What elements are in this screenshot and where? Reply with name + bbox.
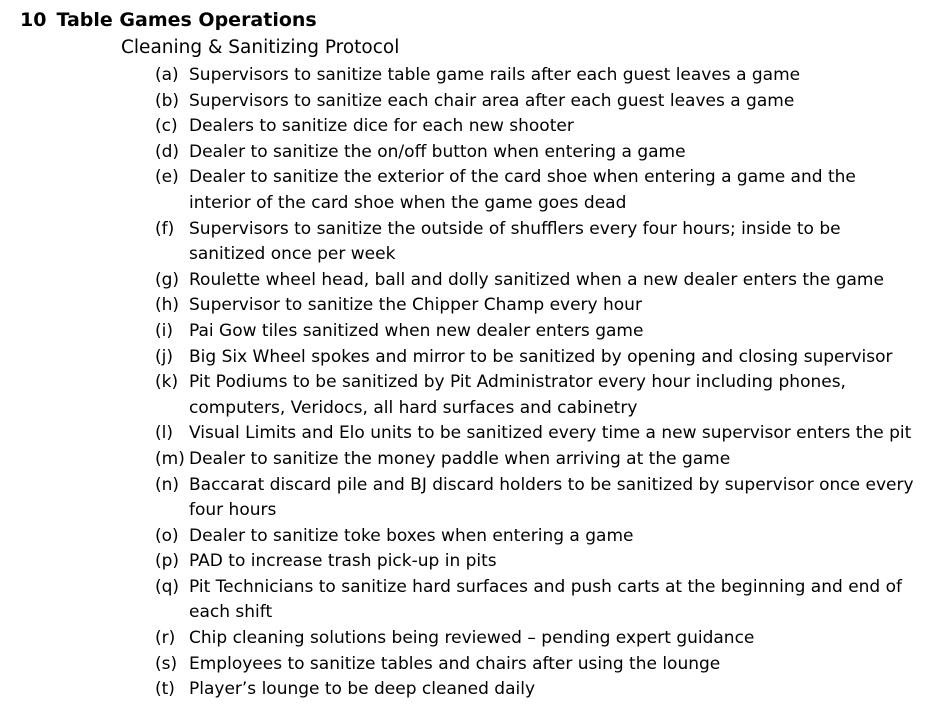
list-item-text: Pit Technicians to sanitize hard surfaces and push carts at the beginning and end of each shift xyxy=(189,576,903,623)
list-item xyxy=(155,268,935,294)
list-item xyxy=(155,319,935,345)
list-item-text: Employees to sanitize tables and chairs after using the lounge xyxy=(189,653,721,674)
list-item xyxy=(155,524,935,550)
list-item xyxy=(155,677,935,703)
list-item-marker: (h) xyxy=(155,295,180,316)
list-item-marker: (f) xyxy=(155,218,175,239)
list-item-text: Supervisors to sanitize each chair area after each guest leaves a game xyxy=(189,90,795,111)
list-item-marker: (r) xyxy=(155,628,176,649)
list-item xyxy=(155,421,935,447)
list-item xyxy=(155,293,935,319)
list-item xyxy=(155,89,935,115)
section-number: 10 xyxy=(20,9,47,31)
list-item-marker: (n) xyxy=(155,474,180,495)
list-item-text: Dealers to sanitize dice for each new shooter xyxy=(189,116,574,137)
list-item-text: Supervisor to sanitize the Chipper Champ every hour xyxy=(189,295,642,316)
subsection-title: Cleaning & Sanitizing Protocol xyxy=(121,37,400,58)
list-item-marker: (j) xyxy=(155,346,173,367)
list-item-text: Big Six Wheel spokes and mirror to be sanitized by opening and closing supervisor xyxy=(189,346,893,367)
list-item-marker: (o) xyxy=(155,525,179,546)
list-item-marker: (l) xyxy=(155,423,173,444)
list-item-text: Supervisors to sanitize table game rails after each guest leaves a game xyxy=(189,65,801,85)
list-item-text: Supervisors to sanitize the outside of shufflers every four hours; inside to be sanitized once per week xyxy=(189,218,841,265)
list-item-text: Roulette wheel head, ball and dolly sanitized when a new dealer enters the game xyxy=(189,269,884,290)
list-item-marker: (q) xyxy=(155,576,180,597)
list-item-text: Player’s lounge to be deep cleaned daily xyxy=(189,679,536,700)
list-item-marker: (e) xyxy=(155,167,179,188)
list-item-text: Dealer to sanitize the exterior of the card shoe when entering a game and the interior of the card shoe when the game goes dead xyxy=(189,167,856,213)
list-item xyxy=(155,63,935,89)
list-item xyxy=(155,217,935,268)
list-item xyxy=(155,114,935,140)
list-item-marker: (g) xyxy=(155,269,180,290)
list-item-marker: (a) xyxy=(155,65,179,85)
list-item-marker: (d) xyxy=(155,141,180,162)
list-item-marker: (t) xyxy=(155,679,175,700)
list-item xyxy=(155,575,935,626)
list-item xyxy=(155,345,935,371)
list-item-text: Dealer to sanitize the on/off button when entering a game xyxy=(189,141,686,162)
list-item-text: Dealer to sanitize toke boxes when entering a game xyxy=(189,525,634,546)
list-item-text: Pai Gow tiles sanitized when new dealer enters game xyxy=(189,320,644,341)
list-item xyxy=(155,370,935,421)
list-item xyxy=(155,652,935,678)
list-item xyxy=(155,626,935,652)
list-item-marker: (b) xyxy=(155,90,180,111)
list-item-marker: (i) xyxy=(155,320,173,341)
list-item-marker: (c) xyxy=(155,116,178,137)
list-item xyxy=(155,447,935,473)
list-item-text: Pit Podiums to be sanitized by Pit Administrator every hour including phones, computers, Veridocs, all hard surfaces and cabinetry xyxy=(189,372,846,418)
list-item xyxy=(155,165,935,216)
list-item xyxy=(155,140,935,166)
list-item-marker: (s) xyxy=(155,653,178,674)
list-item-marker: (m) xyxy=(155,448,185,469)
list-item xyxy=(155,473,935,524)
section-heading xyxy=(20,7,317,33)
list-item-text: PAD to increase trash pick-up in pits xyxy=(189,551,497,572)
list-item-text: Visual Limits and Elo units to be sanitized every time a new supervisor enters the pit xyxy=(189,423,912,444)
list-item xyxy=(155,549,935,575)
list-item-text: Chip cleaning solutions being reviewed – pending expert guidance xyxy=(189,628,755,649)
list-item-marker: (p) xyxy=(155,551,180,572)
section-title: Table Games Operations xyxy=(56,9,317,31)
list-item-text: Dealer to sanitize the money paddle when arriving at the game xyxy=(189,448,731,469)
list-item-marker: (k) xyxy=(155,372,179,393)
list-item-text: Baccarat discard pile and BJ discard holders to be sanitized by supervisor once every four hours xyxy=(189,474,914,521)
protocol-list xyxy=(155,63,935,703)
